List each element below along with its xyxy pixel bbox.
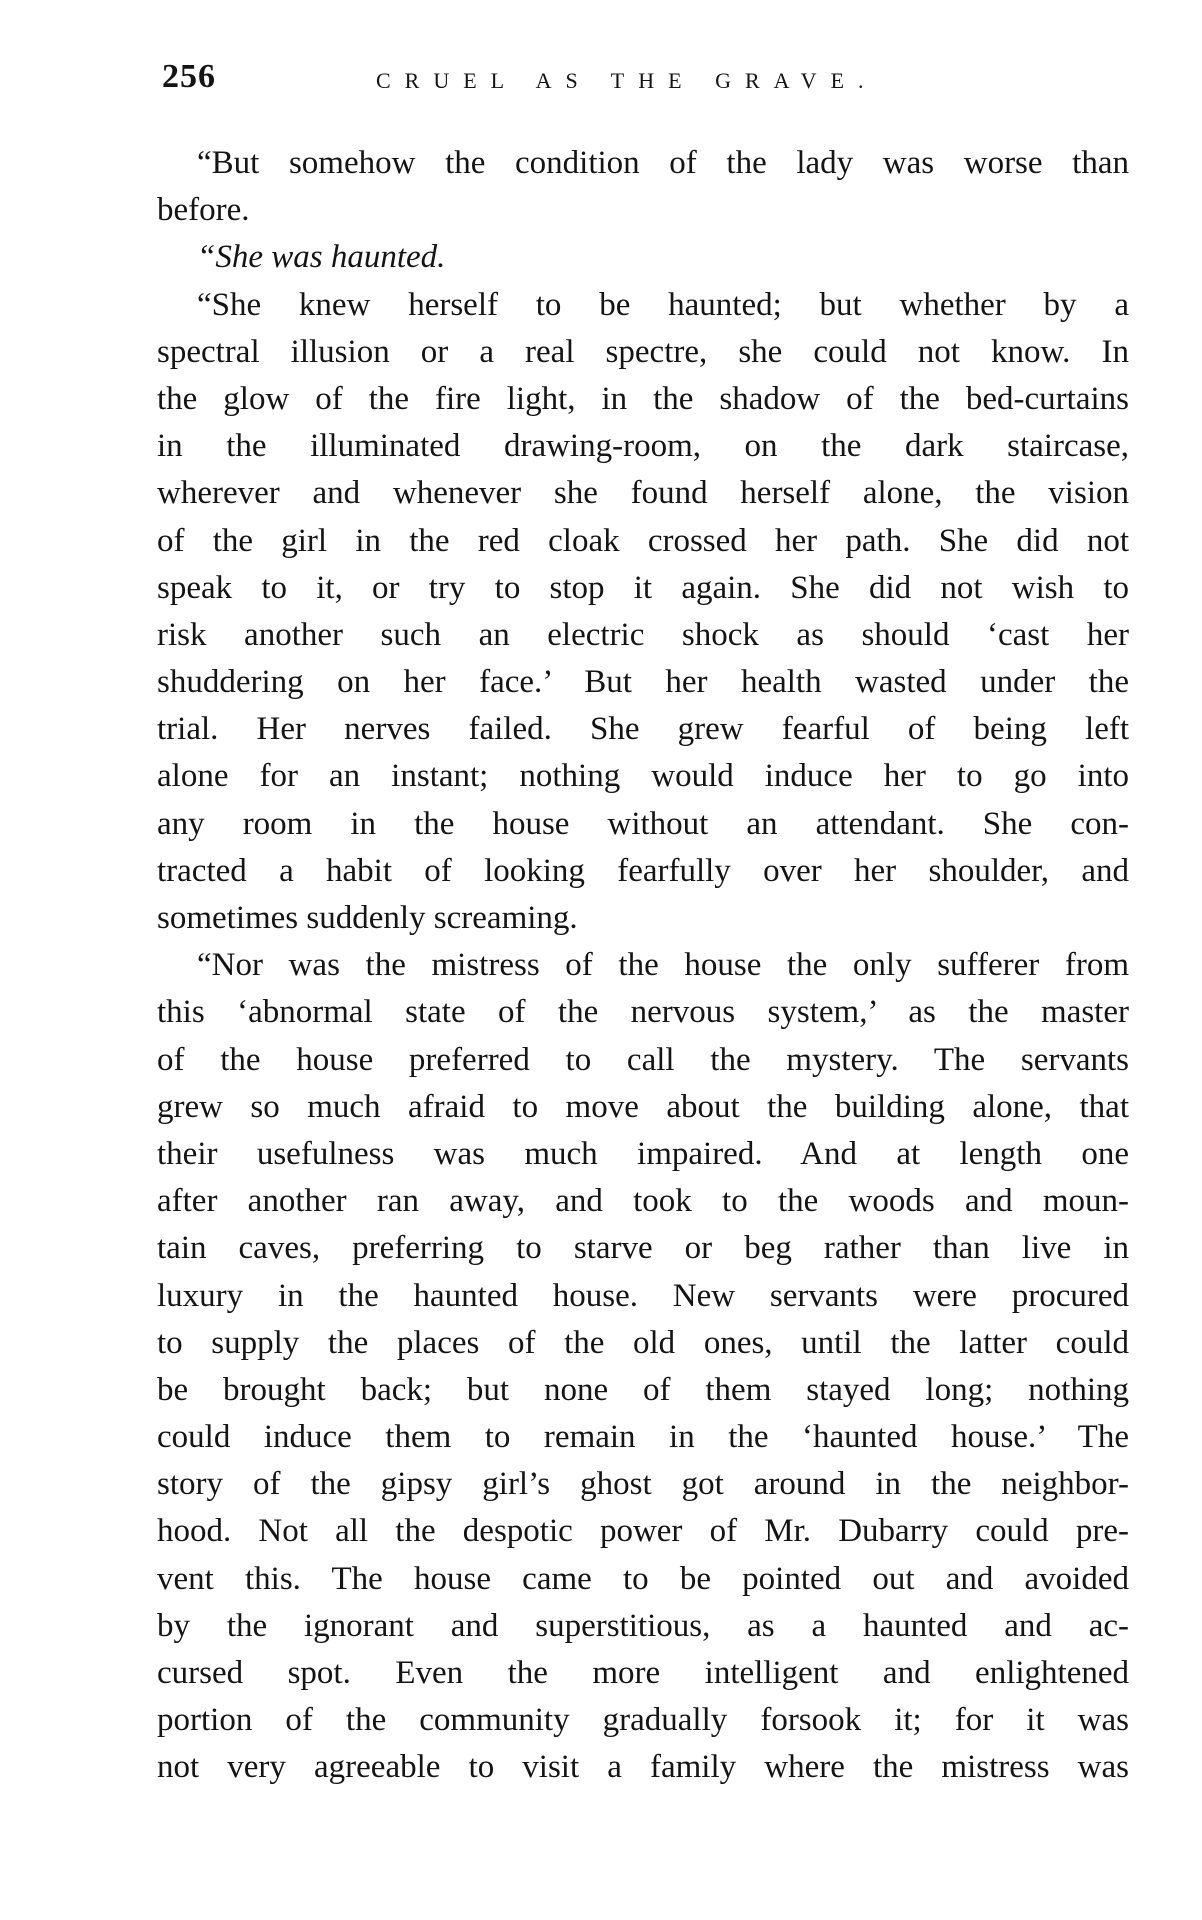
text-line: sometimes suddenly screaming.: [157, 900, 578, 936]
page-header: [162, 58, 1042, 102]
text-line: be brought back; but none of them stayed long; nothing: [157, 1371, 1129, 1408]
text-line: tracted a habit of looking fearfully over her shoulder, and: [157, 852, 1129, 889]
text-line: the glow of the fire light, in the shadow of the bed-curtains: [157, 380, 1129, 417]
text-line: of the girl in the red cloak crossed her path. She did not: [157, 522, 1129, 559]
text-line: vent this. The house came to be pointed out and avoided: [157, 1560, 1129, 1597]
text-line: portion of the community gradually forsook it; for it was: [157, 1702, 1129, 1739]
text-line: cursed spot. Even the more intelligent and enlightened: [157, 1655, 1129, 1691]
text-line: not very agreeable to visit a family where the mistress was: [157, 1749, 1129, 1786]
text-line: “Nor was the mistress of the house the only sufferer from: [197, 947, 1129, 984]
text-line: shuddering on her face.’ But her health wasted under the: [157, 664, 1129, 701]
text-line: story of the gipsy girl’s ghost got around in the neighbor-: [157, 1466, 1129, 1503]
body-text: [157, 140, 1129, 1792]
text-line: alone for an instant; nothing would induce her to go into: [157, 758, 1129, 795]
text-line: grew so much afraid to move about the building alone, that: [157, 1088, 1129, 1125]
text-line: trial. Her nerves failed. She grew fearful of being left: [157, 711, 1129, 748]
text-line: by the ignorant and superstitious, as a haunted and ac-: [157, 1607, 1129, 1644]
text-line: risk another such an electric shock as should ‘cast her: [157, 616, 1129, 653]
text-line: luxury in the haunted house. New servants were procured: [157, 1277, 1129, 1314]
text-line: “She knew herself to be haunted; but whether by a: [197, 286, 1129, 323]
text-line: speak to it, or try to stop it again. She did not wish to: [157, 569, 1129, 606]
text-line: in the illuminated drawing-room, on the dark staircase,: [157, 428, 1129, 465]
text-line: could induce them to remain in the ‘haunted house.’ The: [157, 1419, 1129, 1456]
text-line: after another ran away, and took to the woods and moun-: [157, 1183, 1129, 1220]
text-line: hood. Not all the despotic power of Mr. Dubarry could pre-: [157, 1513, 1129, 1550]
text-line: spectral illusion or a real spectre, she could not know. In: [157, 333, 1129, 370]
text-line: their usefulness was much impaired. And at length one: [157, 1135, 1129, 1172]
text-line: this ‘abnormal state of the nervous system,’ as the master: [157, 994, 1129, 1031]
running-title: CRUEL AS THE GRAVE.: [376, 68, 878, 93]
text-line: “She was haunted.: [197, 239, 446, 276]
text-line: before.: [157, 192, 250, 229]
text-line: tain caves, preferring to starve or beg rather than live in: [157, 1230, 1129, 1267]
text-line: “But somehow the condition of the lady was worse than: [197, 145, 1129, 181]
text-line: wherever and whenever she found herself alone, the vision: [157, 475, 1129, 512]
page-number: 256: [162, 58, 216, 95]
text-line: to supply the places of the old ones, until the latter could: [157, 1324, 1129, 1361]
text-line: of the house preferred to call the mystery. The servants: [157, 1041, 1129, 1078]
text-line: any room in the house without an attendant. She con-: [157, 805, 1129, 842]
